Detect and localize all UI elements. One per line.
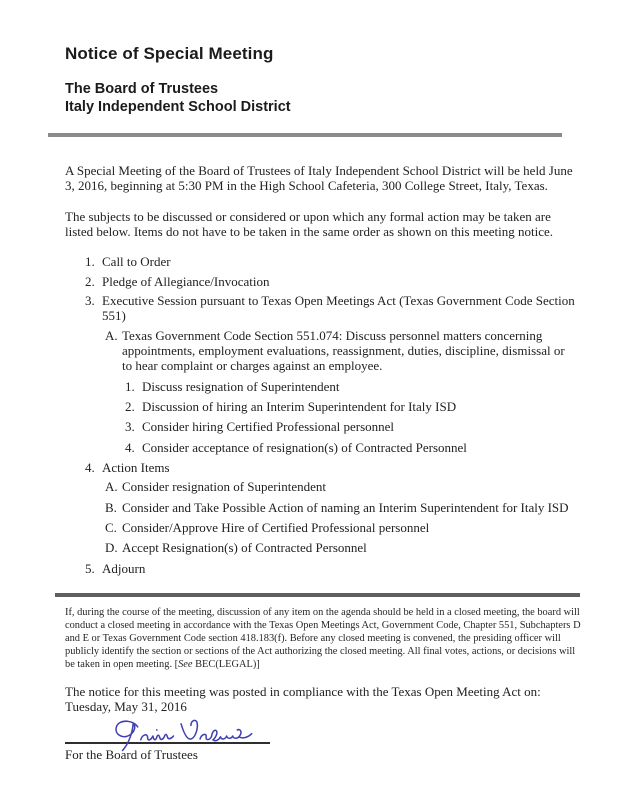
item-text: Consider acceptance of resignation(s) of Contracted Personnel — [142, 439, 467, 455]
item-number: 3. — [85, 292, 95, 308]
item-number: B. — [105, 499, 117, 515]
org-heading — [65, 81, 580, 117]
item-number: 4. — [85, 459, 95, 475]
agenda-item-4C — [105, 520, 577, 535]
posting-date: Tuesday, May 31, 2016 — [65, 699, 187, 715]
item-number: 1. — [125, 378, 135, 394]
item-text: Consider/Approve Hire of Certified Professional personnel — [122, 519, 430, 535]
closed-meeting-clause — [65, 606, 585, 671]
item-number: D. — [105, 540, 118, 556]
item-number: A. — [105, 479, 118, 495]
page-title: Notice of Special Meeting — [65, 44, 274, 63]
item-text: Call to Order — [102, 254, 171, 270]
signature-stroke-last-name — [181, 720, 252, 740]
agenda-item-3A1 — [125, 379, 577, 394]
item-number: 1. — [85, 254, 95, 270]
clause-citation: BEC(LEGAL)] — [192, 658, 260, 670]
item-text: Executive Session pursuant to Texas Open Meetings Act (Texas Government Code Section 551) — [102, 292, 575, 324]
divider-bottom — [55, 593, 580, 597]
signature-block — [65, 717, 580, 762]
item-text: Consider resignation of Superintendent — [122, 479, 326, 495]
clause-see-reference: See — [178, 658, 193, 670]
item-number: 2. — [85, 273, 95, 289]
agenda-item-3 — [85, 293, 577, 324]
item-number: 2. — [125, 398, 135, 414]
agenda-item-5 — [85, 561, 577, 576]
agenda-item-3A3 — [125, 419, 577, 434]
item-text: Pledge of Allegiance/Invocation — [102, 273, 270, 289]
agenda-item-3A4 — [125, 440, 577, 455]
item-number: A. — [105, 327, 118, 343]
agenda-item-4A — [105, 479, 577, 494]
divider-top — [48, 133, 562, 137]
signature-line — [65, 742, 270, 744]
agenda-item-1 — [85, 254, 577, 269]
item-text: Discussion of hiring an Interim Superintendent for Italy ISD — [142, 398, 457, 414]
agenda-list — [85, 254, 580, 576]
clause-text: If, during the course of the meeting, discussion of any item on the agenda should be held in a closed meeting, the board will conduct a closed meeting in accordance with the Texas Open Meetings Act, Government Code, Chapter 551, Subchapters D and E or Texas Government Code section 418.183(f). Before any closed meeting is convened, the presiding officer will publicly identify the section or sections of the Act authorizing the closed meeting. All final votes, actions, or decisions will be taken in open meeting. [ — [65, 606, 581, 670]
item-text: Discuss resignation of Superintendent — [142, 378, 340, 394]
posting-statement — [65, 684, 610, 715]
intro-paragraph-2: The subjects to be discussed or considered or upon which any formal action may be taken are listed below. Items do not have to be taken in the same order as shown on this meeting notice. — [65, 208, 553, 239]
item-number: 4. — [125, 439, 135, 455]
org-line2: Italy Independent School District — [65, 99, 291, 116]
item-number: C. — [105, 519, 117, 535]
agenda-item-2 — [85, 274, 577, 289]
item-text: Consider and Take Possible Action of naming an Interim Superintendent for Italy ISD — [122, 499, 569, 515]
posting-line: The notice for this meeting was posted in compliance with the Texas Open Meeting Act on: — [65, 683, 541, 699]
agenda-item-3A — [105, 328, 577, 374]
agenda-item-4D — [105, 540, 577, 555]
item-text: Adjourn — [102, 560, 146, 576]
signature-caption: For the Board of Trustees — [65, 746, 198, 762]
agenda-item-3A2 — [125, 399, 577, 414]
item-text: Texas Government Code Section 551.074: Discuss personnel matters concerning appointments, employment evaluations, reassignment, duties, discipline, dismissal or to hear complaint or charges against an employee. — [122, 327, 565, 374]
org-line1: The Board of Trustees — [65, 81, 219, 98]
agenda-item-4B — [105, 500, 577, 515]
item-text: Action Items — [102, 459, 170, 475]
item-number: 5. — [85, 560, 95, 576]
item-text: Consider hiring Certified Professional personnel — [142, 419, 395, 435]
intro-paragraph-1: A Special Meeting of the Board of Trustees of Italy Independent School District will be held June 3, 2016, beginning at 5:30 PM in the High School Cafeteria, 300 College Street, Italy, Texas. — [65, 162, 573, 194]
item-text: Accept Resignation(s) of Contracted Personnel — [122, 540, 367, 556]
item-number: 3. — [125, 419, 135, 435]
agenda-item-4 — [85, 460, 577, 475]
